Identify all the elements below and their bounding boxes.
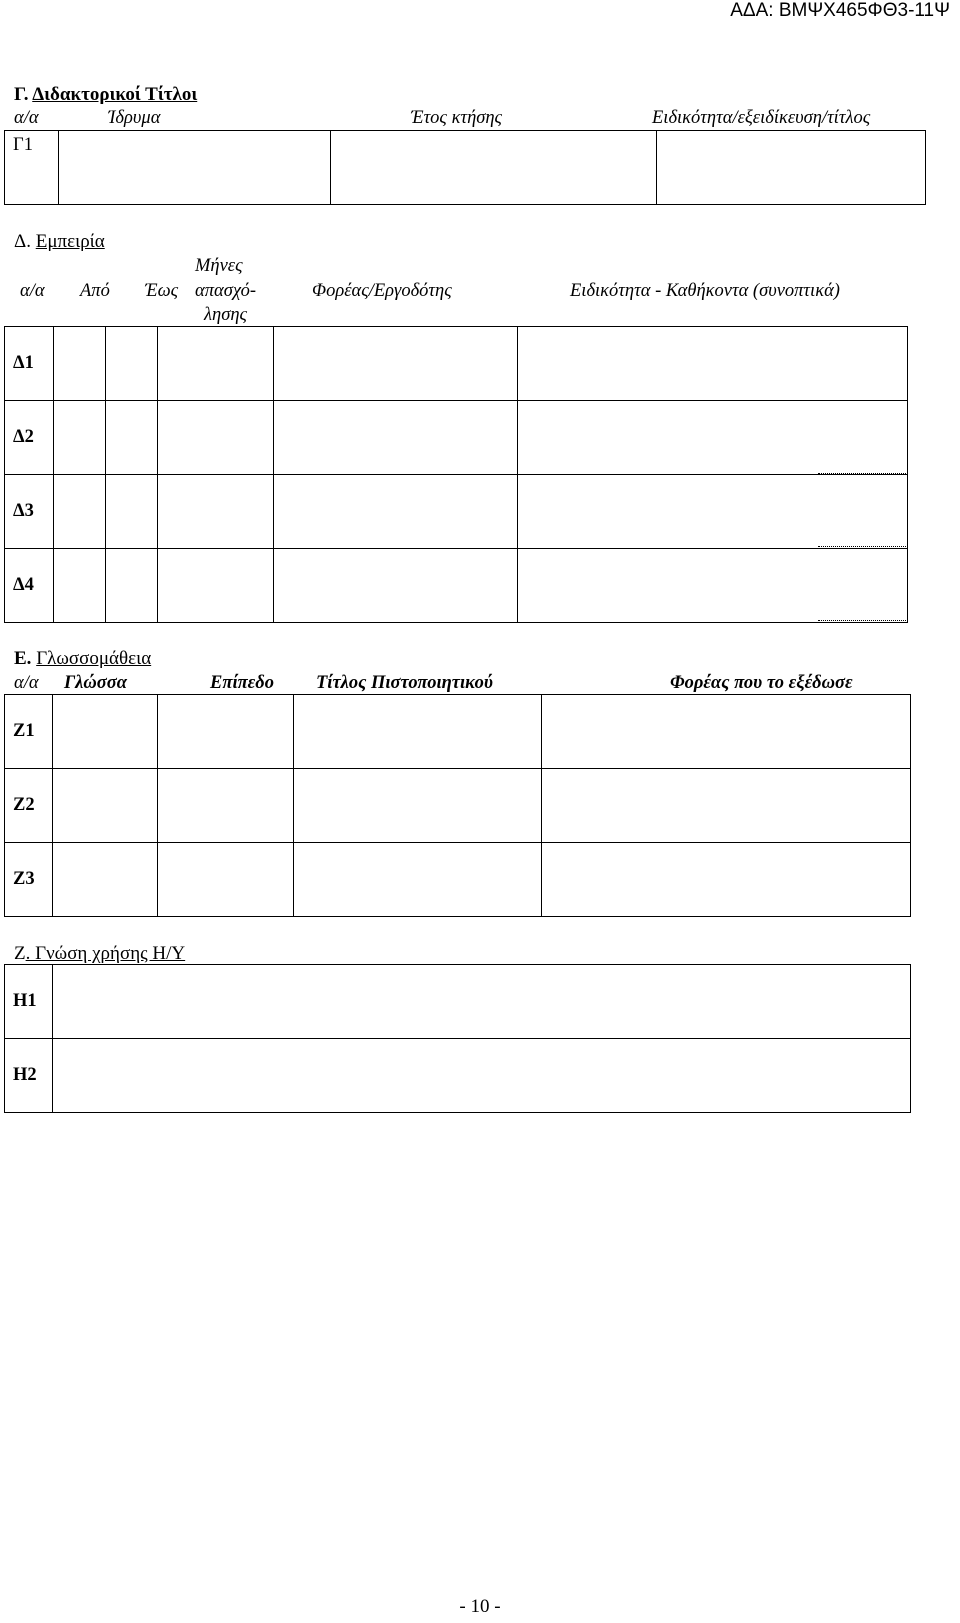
e-col-language: Γλώσσα — [64, 673, 127, 693]
e-row-label: Ζ3 — [5, 843, 53, 917]
d-cell-duties[interactable] — [518, 475, 908, 549]
e-cell-certificate[interactable] — [294, 769, 542, 843]
section-z-title — [14, 943, 185, 965]
e-cell-level[interactable] — [158, 769, 294, 843]
d-cell-to[interactable] — [106, 475, 158, 549]
section-d-title-prefix: Δ. — [14, 231, 36, 252]
g-cell-institution[interactable] — [59, 131, 331, 205]
table-row — [5, 131, 926, 205]
d-cell-months[interactable] — [158, 549, 274, 623]
g-col-specialty: Ειδικότητα/εξειδίκευση/τίτλος — [652, 108, 871, 128]
table-row — [5, 327, 908, 401]
g-col-institution: Ίδρυμα — [108, 108, 161, 128]
table-row — [5, 549, 908, 623]
d-cell-from[interactable] — [54, 549, 106, 623]
e-row-label: Ζ1 — [5, 695, 53, 769]
section-d-table — [4, 326, 908, 623]
e-col-aa: α/α — [14, 673, 39, 693]
d-row-label: Δ3 — [5, 475, 54, 549]
d-col-months-3: λησης — [204, 305, 247, 325]
d-cell-to[interactable] — [106, 549, 158, 623]
section-d-title — [14, 231, 105, 253]
e-cell-language[interactable] — [53, 695, 158, 769]
d-col-to: Έως — [145, 281, 179, 301]
table-row — [5, 475, 908, 549]
table-row — [5, 1039, 911, 1113]
table-row — [5, 401, 908, 475]
e-cell-language[interactable] — [53, 843, 158, 917]
table-row — [5, 769, 911, 843]
d-cell-employer[interactable] — [274, 475, 518, 549]
section-e-table — [4, 694, 911, 917]
e-cell-certificate[interactable] — [294, 695, 542, 769]
ada-code: ΑΔΑ: ΒΜΨΧ465ΦΘ3-11Ψ — [730, 0, 950, 21]
e-cell-issuer[interactable] — [542, 695, 911, 769]
e-cell-issuer[interactable] — [542, 843, 911, 917]
d-cell-from[interactable] — [54, 475, 106, 549]
table-row — [5, 965, 911, 1039]
section-z-table — [4, 964, 911, 1113]
d-cell-duties[interactable] — [518, 401, 908, 475]
d-cell-employer[interactable] — [274, 327, 518, 401]
section-z-title-text: . Γνώση χρήσης Η/Υ — [25, 943, 186, 964]
d-cell-employer[interactable] — [274, 401, 518, 475]
z-row-label: Η2 — [5, 1039, 53, 1113]
d-col-duties: Ειδικότητα - Καθήκοντα (συνοπτικά) — [570, 281, 840, 301]
table-row — [5, 843, 911, 917]
d-row-label: Δ1 — [5, 327, 54, 401]
g-cell-year[interactable] — [331, 131, 657, 205]
d-cell-months[interactable] — [158, 327, 274, 401]
g-cell-specialty[interactable] — [657, 131, 926, 205]
section-e-title-prefix: Ε. — [14, 648, 37, 669]
d-cell-duties[interactable] — [518, 549, 908, 623]
table-row — [5, 695, 911, 769]
d-col-months-2: απασχό- — [195, 281, 256, 301]
g-col-year: Έτος κτήσης — [411, 108, 503, 128]
e-cell-level[interactable] — [158, 843, 294, 917]
d-cell-duties[interactable] — [518, 327, 908, 401]
d-cell-months[interactable] — [158, 401, 274, 475]
d-col-aa: α/α — [20, 281, 45, 301]
section-e-title-text: Γλωσσομάθεια — [36, 648, 152, 669]
d-cell-to[interactable] — [106, 327, 158, 401]
d-cell-employer[interactable] — [274, 549, 518, 623]
z-cell-computer-skills[interactable] — [53, 965, 911, 1039]
g-row-label: Γ1 — [5, 131, 59, 205]
g-col-aa: α/α — [14, 108, 39, 128]
section-z-title-prefix: Ζ — [14, 943, 26, 964]
page-number: - 10 - — [459, 1596, 501, 1617]
d-col-months-1: Μήνες — [195, 256, 243, 276]
section-g-title — [14, 84, 197, 106]
d-cell-from[interactable] — [54, 327, 106, 401]
section-g-table — [4, 130, 926, 205]
z-cell-computer-skills[interactable] — [53, 1039, 911, 1113]
section-g-title-text: Διδακτορικοί Τίτλοι — [32, 84, 198, 105]
d-cell-from[interactable] — [54, 401, 106, 475]
d-col-employer: Φορέας/Εργοδότης — [312, 281, 452, 301]
d-row-label: Δ2 — [5, 401, 54, 475]
e-col-certificate: Τίτλος Πιστοποιητικού — [316, 673, 493, 693]
e-row-label: Ζ2 — [5, 769, 53, 843]
d-cell-months[interactable] — [158, 475, 274, 549]
e-cell-issuer[interactable] — [542, 769, 911, 843]
e-cell-language[interactable] — [53, 769, 158, 843]
e-cell-level[interactable] — [158, 695, 294, 769]
e-cell-certificate[interactable] — [294, 843, 542, 917]
section-d-title-text: Εμπειρία — [35, 231, 105, 252]
e-col-level: Επίπεδο — [210, 673, 274, 693]
section-g-title-prefix: Γ. — [14, 84, 33, 105]
d-row-label: Δ4 — [5, 549, 54, 623]
section-e-title — [14, 648, 151, 670]
z-row-label: Η1 — [5, 965, 53, 1039]
d-col-from: Από — [80, 281, 110, 301]
e-col-issuer: Φορέας που το εξέδωσε — [670, 673, 853, 693]
d-cell-to[interactable] — [106, 401, 158, 475]
